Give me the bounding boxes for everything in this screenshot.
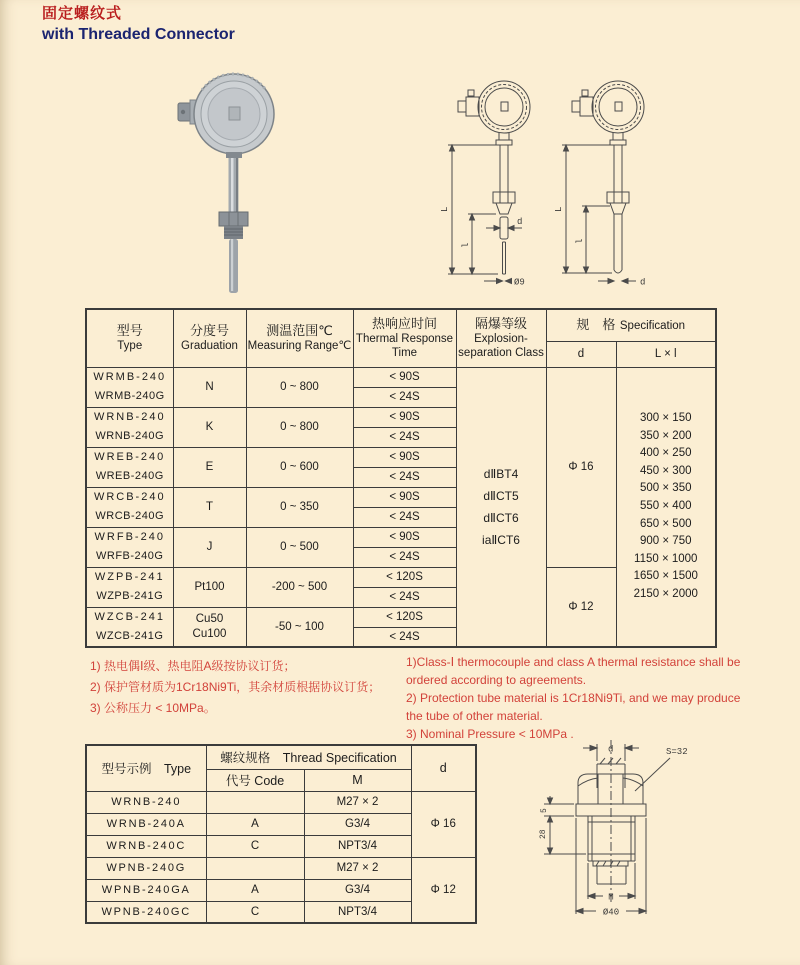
cell-range-6: -50 ~ 100: [246, 607, 353, 647]
dim-label-d: d: [517, 217, 523, 227]
type-line2: WREB-240G: [95, 470, 164, 482]
col-header-graduation: [173, 309, 246, 367]
dim-label-d: d: [640, 277, 646, 288]
lxl-value: 350 × 200: [640, 429, 692, 442]
col-header-response: [353, 309, 456, 367]
page-title-en: with Threaded Connector: [42, 26, 235, 43]
type-line1: WREB-240: [94, 451, 166, 463]
cell-graduation-4: J: [173, 527, 246, 567]
col-header-d2: d: [411, 745, 476, 791]
cell-tt-type-2: WRNB-240C: [86, 835, 206, 857]
lxl-value: 300 × 150: [640, 411, 692, 424]
cell-graduation-1: K: [173, 407, 246, 447]
cell-response-1a: < 90S: [353, 407, 456, 427]
dimension-drawing-right: [552, 74, 664, 289]
lxl-value: 2150 × 2000: [633, 587, 698, 600]
type-line1: WRFB-240: [94, 531, 165, 543]
col-header-d: d: [546, 341, 616, 367]
graduation-line2: Cu100: [192, 627, 227, 640]
note-cn-1: 1) 热电偶Ⅰ级、热电阻A级按协议订货；: [90, 659, 296, 673]
note-cn-2: 2) 保护管材质为1Cr18Ni9Ti，其余材质根据协议订货；: [90, 680, 381, 694]
cell-type-2: [86, 447, 173, 487]
cell-tt-code-0: [206, 791, 304, 813]
cell-tt-m-5: NPT3/4: [304, 901, 411, 923]
explosion-class: dⅡCT5: [483, 488, 519, 503]
cell-tt-d-phi12: Φ 12: [411, 857, 476, 923]
cell-type-5: [86, 567, 173, 607]
graduation-line1: Cu50: [195, 612, 224, 625]
note-en-2: 2) Protection tube material is 1Cr18Ni9Ti, and we may produce the tube of other material.: [406, 691, 741, 723]
type-line2: WRCB-240G: [95, 510, 165, 522]
spec-table: [85, 308, 717, 648]
cell-response-6a: < 120S: [353, 607, 456, 627]
lxl-value: 450 × 300: [640, 464, 692, 477]
cell-tt-m-3: M27 × 2: [304, 857, 411, 879]
dim-label-L: L: [554, 206, 564, 212]
cell-tt-m-1: G3/4: [304, 813, 411, 835]
dim-label-28: 28: [539, 829, 548, 839]
col-header-thread-spec: 螺纹规格 Thread Specification: [206, 745, 411, 769]
notes-chinese: [90, 656, 405, 719]
cell-tt-code-4: A: [206, 879, 304, 901]
col-header-response-en1: Thermal Response: [355, 333, 454, 346]
note-en-1: 1)Class-Ⅰ thermocouple and class A thermal resistance shall be ordered according to agreements.: [406, 655, 741, 687]
col-header-explosion-en1: Explosion-: [474, 333, 528, 346]
cell-d-phi16: Φ 16: [546, 367, 616, 567]
note-en-3: 3) Nominal Pressure < 10MPa .: [406, 727, 574, 741]
cell-tt-type-1: WRNB-240A: [86, 813, 206, 835]
col-header-range-en: Measuring Range℃: [247, 340, 352, 353]
type-line1: WRCB-240: [93, 491, 166, 503]
col-header-explosion: [456, 309, 546, 367]
cell-range-2: 0 ~ 600: [246, 447, 353, 487]
type-line2: WRFB-240G: [96, 550, 164, 562]
lxl-value: 550 × 400: [640, 499, 692, 512]
cell-response-4b: < 24S: [353, 547, 456, 567]
cell-range-4: 0 ~ 500: [246, 527, 353, 567]
cell-graduation-5: Pt100: [173, 567, 246, 607]
type-line2: WRNB-240G: [95, 430, 165, 442]
col-header-type: [86, 309, 173, 367]
cell-response-5b: < 24S: [353, 587, 456, 607]
col-header-range-cn: 测温范围℃: [266, 323, 333, 339]
dim-label-m: M: [608, 892, 614, 903]
cell-graduation-2: E: [173, 447, 246, 487]
cell-response-2a: < 90S: [353, 447, 456, 467]
lxl-value: 500 × 350: [640, 482, 692, 495]
cell-tt-type-0: WRNB-240: [86, 791, 206, 813]
dim-label-s32: S=32: [666, 747, 688, 757]
cell-response-3a: < 90S: [353, 487, 456, 507]
cell-response-0a: < 90S: [353, 367, 456, 387]
cell-response-5a: < 120S: [353, 567, 456, 587]
type-line1: WZPB-241: [94, 571, 165, 583]
type-line2: WZPB-241G: [96, 590, 164, 602]
cell-tt-m-2: NPT3/4: [304, 835, 411, 857]
cell-response-3b: < 24S: [353, 507, 456, 527]
col-header-spec: [546, 309, 716, 341]
cell-lxl-list: [616, 367, 716, 647]
lxl-value: 900 × 750: [640, 535, 692, 548]
table-row: [86, 791, 476, 813]
explosion-class: dⅡBT4: [483, 466, 519, 481]
cell-type-0: [86, 367, 173, 407]
cell-type-6: [86, 607, 173, 647]
cell-range-1: 0 ~ 800: [246, 407, 353, 447]
cell-tt-type-5: WPNB-240GC: [86, 901, 206, 923]
cell-graduation-3: T: [173, 487, 246, 527]
col-header-spec-en: Specification: [619, 320, 686, 333]
thread-spec-table: [85, 744, 477, 924]
page-title-cn: 固定螺纹式: [42, 5, 123, 22]
table-row: [86, 367, 716, 387]
cell-response-1b: < 24S: [353, 427, 456, 447]
cell-tt-code-3: [206, 857, 304, 879]
col-header-lxl: L × l: [616, 341, 716, 367]
col-header-graduation-cn: 分度号: [189, 323, 229, 339]
col-header-spec-cn: 规 格: [576, 317, 616, 333]
cell-type-4: [86, 527, 173, 567]
cell-tt-m-0: M27 × 2: [304, 791, 411, 813]
cell-graduation-0: N: [173, 367, 246, 407]
type-line1: WRMB-240: [93, 371, 167, 383]
table-row: [86, 857, 476, 879]
col-header-code: 代号 Code: [206, 769, 304, 791]
dim-label-l: l: [575, 238, 585, 244]
cell-tt-code-5: C: [206, 901, 304, 923]
cell-type-1: [86, 407, 173, 447]
lxl-value: 650 × 500: [640, 517, 692, 530]
col-header-explosion-cn: 隔爆等级: [474, 316, 527, 332]
col-header-type-example: 型号示例 Type: [86, 745, 206, 791]
cell-tt-code-1: A: [206, 813, 304, 835]
type-line2: WRMB-240G: [94, 390, 165, 402]
cell-tt-m-4: G3/4: [304, 879, 411, 901]
col-header-range: [246, 309, 353, 367]
type-line2: WZCB-241G: [96, 629, 164, 642]
cell-response-6b: < 24S: [353, 627, 456, 647]
explosion-class: dⅡCT6: [483, 510, 519, 525]
col-header-response-en2: Time: [391, 347, 418, 360]
dim-label-5: 5: [540, 808, 549, 813]
cell-graduation-6: [173, 607, 246, 647]
product-photo: [172, 70, 297, 300]
lxl-value: 400 × 250: [640, 447, 692, 460]
dim-label-dia40: Ø40: [602, 907, 620, 918]
lxl-value: 1150 × 1000: [634, 552, 698, 565]
type-line1: WZCB-241: [94, 610, 165, 623]
cell-response-4a: < 90S: [353, 527, 456, 547]
note-cn-3: 3) 公称压力 < 10MPa。: [90, 701, 216, 715]
cell-explosion-classes: [456, 367, 546, 647]
col-header-graduation-en: Graduation: [181, 340, 238, 353]
col-header-type-en: Type: [117, 340, 143, 353]
cell-tt-type-4: WPNB-240GA: [86, 879, 206, 901]
cell-type-3: [86, 487, 173, 527]
cell-response-2b: < 24S: [353, 467, 456, 487]
dim-label-d: d: [608, 744, 614, 755]
cell-tt-d-phi16: Φ 16: [411, 791, 476, 857]
cell-range-3: 0 ~ 350: [246, 487, 353, 527]
cell-range-0: 0 ~ 800: [246, 367, 353, 407]
dimension-drawing-left: [438, 74, 550, 289]
lxl-value: 1650 × 1500: [633, 570, 698, 583]
col-header-explosion-en2: separation Class: [458, 347, 544, 360]
cell-response-0b: < 24S: [353, 387, 456, 407]
cell-tt-type-3: WPNB-240G: [86, 857, 206, 879]
col-header-type-cn: 型号: [116, 323, 143, 339]
dim-label-dia9: Ø9: [514, 277, 525, 288]
explosion-class: iaⅡCT6: [482, 532, 520, 547]
col-header-m: M: [304, 769, 411, 791]
cell-tt-code-2: C: [206, 835, 304, 857]
cell-range-5: -200 ~ 500: [246, 567, 353, 607]
dim-label-L: L: [440, 206, 450, 212]
dim-label-l: l: [461, 242, 471, 248]
col-header-response-cn: 热响应时间: [371, 316, 437, 332]
cell-d-phi12: Φ 12: [546, 567, 616, 647]
connector-drawing: [498, 736, 723, 931]
type-line1: WRNB-240: [93, 411, 166, 423]
notes-english: [406, 653, 742, 743]
